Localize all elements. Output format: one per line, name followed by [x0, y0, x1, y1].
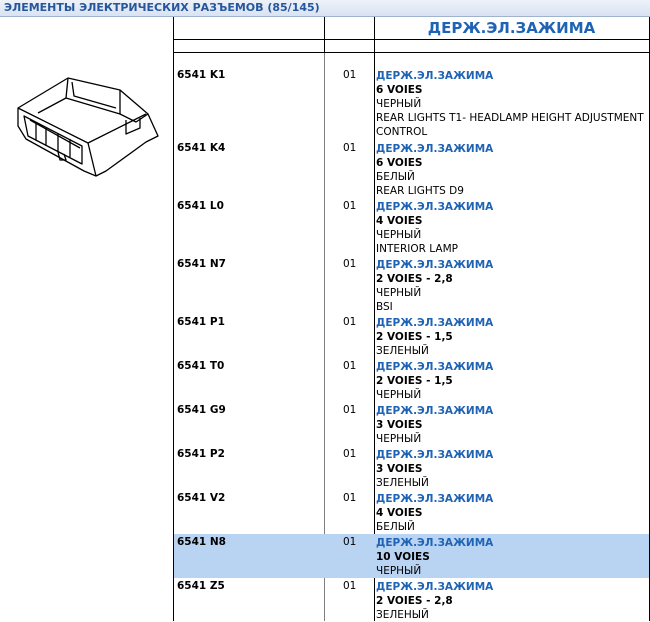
table-row[interactable]	[174, 67, 649, 140]
part-description	[376, 404, 649, 446]
part-color: ЧЕРНЫЙ	[376, 287, 422, 299]
part-ref[interactable]: 6541 N8	[177, 536, 226, 548]
part-ref[interactable]: 6541 Z5	[177, 580, 225, 592]
part-color: ЧЕРНЫЙ	[376, 389, 422, 401]
part-name[interactable]: ДЕРЖ.ЭЛ.ЗАЖИМА	[376, 581, 494, 593]
part-qty: 01	[343, 536, 357, 548]
table-row[interactable]	[174, 314, 649, 358]
part-qty: 01	[343, 200, 357, 212]
part-name[interactable]: ДЕРЖ.ЭЛ.ЗАЖИМА	[376, 361, 494, 373]
part-qty: 01	[343, 404, 357, 416]
header-divider-2	[174, 52, 649, 53]
part-ref[interactable]: 6541 P1	[177, 316, 225, 328]
part-voies: 4 VOIES	[376, 507, 423, 519]
part-name[interactable]: ДЕРЖ.ЭЛ.ЗАЖИМА	[376, 537, 494, 549]
part-description	[376, 580, 649, 622]
connector-illustration	[8, 68, 166, 178]
part-note: INTERIOR LAMP	[376, 243, 458, 255]
title-bar	[0, 0, 650, 17]
part-description	[376, 448, 649, 490]
table-row[interactable]	[174, 358, 649, 402]
table-row[interactable]	[174, 446, 649, 490]
part-qty: 01	[343, 258, 357, 270]
header-divider	[174, 39, 649, 40]
part-name[interactable]: ДЕРЖ.ЭЛ.ЗАЖИМА	[376, 317, 494, 329]
part-name[interactable]: ДЕРЖ.ЭЛ.ЗАЖИМА	[376, 259, 494, 271]
part-qty: 01	[343, 69, 357, 81]
part-ref[interactable]: 6541 K4	[177, 142, 226, 154]
part-ref[interactable]: 6541 L0	[177, 200, 224, 212]
part-ref[interactable]: 6541 T0	[177, 360, 225, 372]
part-qty: 01	[343, 448, 357, 460]
table-row[interactable]	[174, 256, 649, 314]
table-row[interactable]	[174, 534, 649, 578]
part-description	[376, 492, 649, 534]
part-name[interactable]: ДЕРЖ.ЭЛ.ЗАЖИМА	[376, 405, 494, 417]
part-voies: 3 VOIES	[376, 419, 423, 431]
part-description	[376, 142, 649, 198]
part-note: REAR LIGHTS T1- HEADLAMP HEIGHT ADJUSTMENT CONTROL	[376, 112, 644, 138]
part-name[interactable]: ДЕРЖ.ЭЛ.ЗАЖИМА	[376, 493, 494, 505]
part-voies: 6 VOIES	[376, 84, 423, 96]
page-title: ЭЛЕМЕНТЫ ЭЛЕКТРИЧЕСКИХ РАЗЪЕМОВ (85/145)	[4, 1, 320, 14]
part-voies: 6 VOIES	[376, 157, 423, 169]
part-ref[interactable]: 6541 N7	[177, 258, 226, 270]
part-note: BSI	[376, 301, 393, 313]
part-qty: 01	[343, 142, 357, 154]
table-row[interactable]	[174, 490, 649, 534]
part-color: ЧЕРНЫЙ	[376, 565, 422, 577]
column-divider	[324, 17, 325, 53]
part-name[interactable]: ДЕРЖ.ЭЛ.ЗАЖИМА	[376, 143, 494, 155]
part-color: БЕЛЫЙ	[376, 521, 415, 533]
part-qty: 01	[343, 360, 357, 372]
part-description	[376, 536, 649, 578]
part-color: ЧЕРНЫЙ	[376, 433, 422, 445]
part-description	[376, 258, 649, 314]
part-color: ЗЕЛЕНЫЙ	[376, 609, 429, 621]
part-voies: 10 VOIES	[376, 551, 430, 563]
part-qty: 01	[343, 492, 357, 504]
part-qty: 01	[343, 316, 357, 328]
part-color: ЗЕЛЕНЫЙ	[376, 345, 429, 357]
part-ref[interactable]: 6541 G9	[177, 404, 226, 416]
part-description	[376, 200, 649, 256]
part-voies: 2 VOIES - 2,8	[376, 273, 453, 285]
part-note: REAR LIGHTS D9	[376, 185, 464, 197]
part-color: ЗЕЛЕНЫЙ	[376, 477, 429, 489]
part-description	[376, 69, 649, 139]
part-ref[interactable]: 6541 K1	[177, 69, 226, 81]
table-row[interactable]	[174, 198, 649, 256]
part-color: ЧЕРНЫЙ	[376, 98, 422, 110]
part-description	[376, 316, 649, 358]
part-description	[376, 360, 649, 402]
table-row[interactable]	[174, 578, 649, 621]
part-voies: 2 VOIES - 1,5	[376, 331, 453, 343]
part-name[interactable]: ДЕРЖ.ЭЛ.ЗАЖИМА	[376, 201, 494, 213]
part-qty: 01	[343, 580, 357, 592]
part-ref[interactable]: 6541 P2	[177, 448, 225, 460]
part-voies: 4 VOIES	[376, 215, 423, 227]
table-row[interactable]	[174, 140, 649, 198]
part-voies: 3 VOIES	[376, 463, 423, 475]
part-name[interactable]: ДЕРЖ.ЭЛ.ЗАЖИМА	[376, 70, 494, 82]
part-color: БЕЛЫЙ	[376, 171, 415, 183]
part-voies: 2 VOIES - 2,8	[376, 595, 453, 607]
part-ref[interactable]: 6541 V2	[177, 492, 226, 504]
part-name[interactable]: ДЕРЖ.ЭЛ.ЗАЖИМА	[376, 449, 494, 461]
table-row[interactable]	[174, 402, 649, 446]
part-color: ЧЕРНЫЙ	[376, 229, 422, 241]
part-voies: 2 VOIES - 1,5	[376, 375, 453, 387]
table-title: ДЕРЖ.ЭЛ.ЗАЖИМА	[427, 19, 596, 37]
